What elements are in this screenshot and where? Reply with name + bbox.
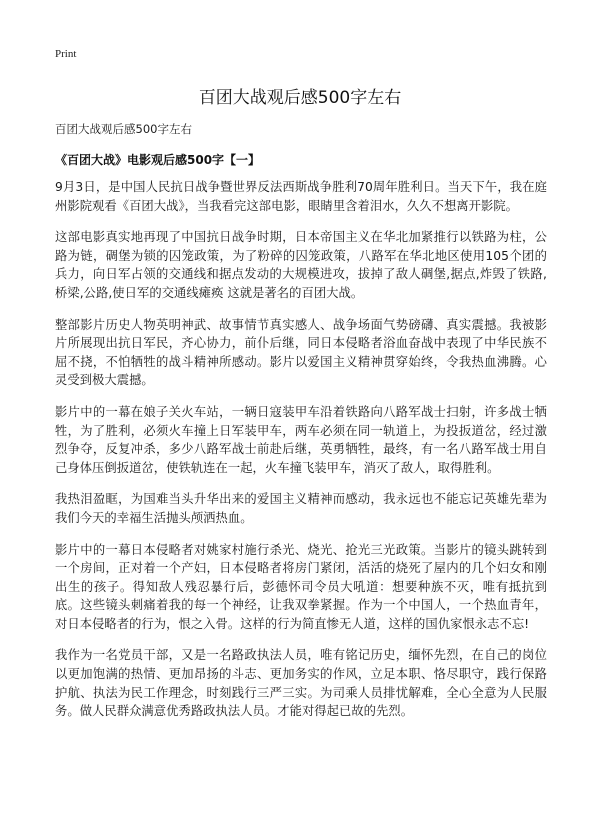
page-title: 百团大战观后感500字左右: [198, 88, 402, 108]
paragraph: 我热泪盈眶，为国难当头升华出来的爱国主义精神而感动，我永远也不能忘记英雄先辈为我们今天的幸福生活抛头颅洒热血。: [55, 492, 547, 525]
paragraph: 影片中的一幕在娘子关火车站，一辆日寇装甲车沿着铁路向八路军战士扫射，许多战士牺牲，为了胜利，必须火车撞上日军装甲车，两车必须在同一轨道上，为投扳道岔，经过激烈争夺，反复冲杀，多少八路军战士前赴后继，英勇牺牲，最终，有一名八路军战士用自己身体压倒扳道岔，使铁轨连在一起，火车撞飞装甲车，消灭了敌人，取得胜利。: [55, 404, 547, 475]
paragraph: 9月3日，是中国人民抗日战争暨世界反法西斯战争胜利70周年胜利日。当天下午，我在庭州影院观看《百团大战》，当我看完这部电影，眼睛里含着泪水，久久不想离开影院。: [55, 180, 547, 213]
subtitle: 百团大战观后感500字左右: [55, 122, 192, 136]
section-heading: 《百团大战》电影观后感500字【一】: [55, 153, 261, 167]
paragraph: 整部影片历史人物英明神武、故事情节真实感人、战争场面气势磅礴、真实震撼。我被影片所展现出抗日军民，齐心协力，前仆后继，同日本侵略者浴血奋战中表现了中华民族不屈不挠，不怕牺牲的战斗精神所感动。影片以爱国主义精神贯穿始终，令我热血沸腾。心灵受到极大震撼。: [55, 317, 547, 388]
article-body: [55, 178, 547, 734]
paragraph: 这部电影真实地再现了中国抗日战争时期，日本帝国主义在华北加紧推行以铁路为柱，公路为链，碉堡为锁的囚笼政策，为了粉碎的囚笼政策，八路军在华北地区使用105个团的兵力，向日军占领的交通线和据点发动的大规模进攻，拔掉了敌人碉堡,据点,炸毁了铁路,桥梁,公路,使日军的交通线瘫痪 这就是著名的百团大战。: [55, 230, 547, 300]
paragraph: 我作为一名党员干部，又是一名路政执法人员，唯有铭记历史，缅怀先烈，在自己的岗位以更加饱满的热情、更加昂扬的斗志、更加务实的作风，立足本职、恪尽职守，践行保路护航、执法为民工作理念，时刻践行三严三实。为司乘人员排忧解难，全心全意为人民服务。做人民群众满意优秀路政执法人员。才能对得起已故的先烈。: [55, 648, 547, 719]
print-link[interactable]: Print: [55, 48, 77, 60]
paragraph: 影片中的一幕日本侵略者对姚家村施行杀光、烧光、抢光三光政策。当影片的镜头跳转到一个房间，正对着一个产妇，日本侵略者将房门紧闭，活活的烧死了屋内的几个妇女和刚出生的孩子。得知敌人残忍暴行后，彭德怀司令员大吼道：想要种族不灭，唯有抵抗到底。这些镜头刺痛着我的每一个神经，让我双拳紧握。作为一个中国人，一个热血青年，对日本侵略者的行为，恨之入骨。这样的行为简直惨无人道，这样的国仇家恨永志不忘!: [55, 542, 547, 631]
